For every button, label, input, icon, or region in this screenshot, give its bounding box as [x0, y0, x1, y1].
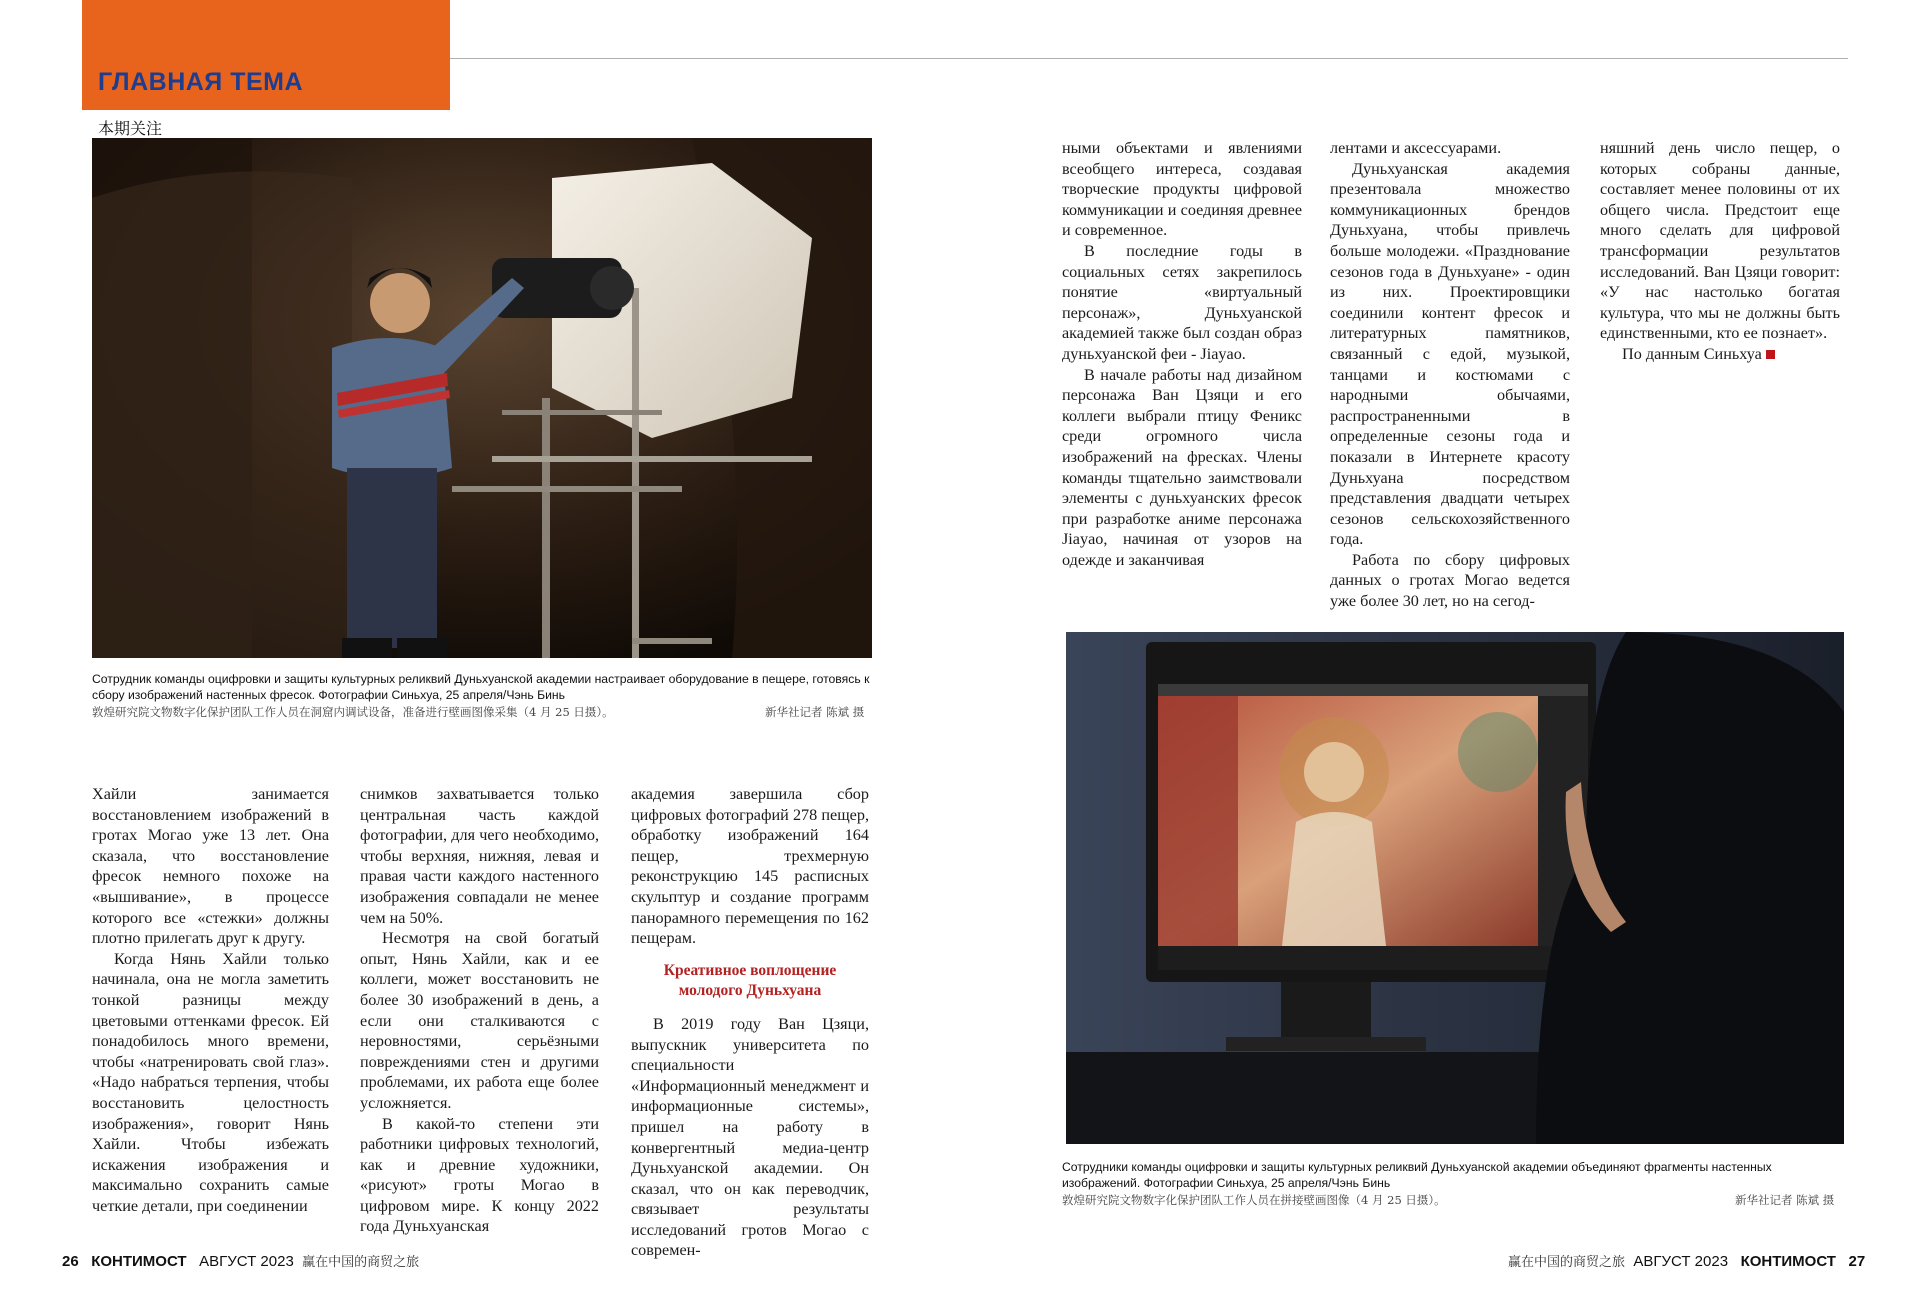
photo-monitor-illustration — [1066, 632, 1844, 1144]
paragraph: В последние годы в социальных сетях закрепилось понятие «виртуальный персонаж», Дуньхуанской академией также был создан образ дуньхуанской феи - Jiayao. — [1062, 241, 1302, 363]
section-subtitle-cn: 本期关注 — [98, 119, 163, 138]
photo-cave-equipment — [92, 138, 872, 658]
brand-right: КОНТИМОСТ — [1740, 1253, 1836, 1270]
page-number-left: 26 — [62, 1253, 79, 1270]
subheading: Креативное воплощение молодого Дуньхуана — [663, 961, 837, 1000]
signoff-text: По данным Синьхуа — [1622, 344, 1762, 363]
footer-left — [62, 1251, 419, 1270]
slogan-left: 赢在中国的商贸之旅 — [302, 1255, 420, 1270]
right-column-3 — [1600, 138, 1840, 365]
photo1-credit: 新华社记者 陈斌 摄 — [765, 705, 865, 719]
header-rule — [450, 58, 1848, 59]
paragraph: Дуньхуанская академия презентовала множество коммуникационных брендов Дуньхуана, чтобы привлечь больше молодежи. «Празднование сезонов года в Дуньхуане» - один из них. Проектировщики соединили контент фресок и литературных памятников, связанный с едой, музыкой, танцами и костюмами с народными обычаями, распространенными в определенные сезоны года и показали в Интернете красоту Дуньхуана посредством представления двадцати четырех сезонов сельскохозяйственного года. — [1330, 159, 1570, 549]
paragraph: В какой-то степени эти работники цифровых технологий, как и древние художники, «рисуют» гроты Могао в цифровом мире. К концу 2022 года Дуньхуанская — [360, 1114, 599, 1236]
slogan-right: 赢在中国的商贸之旅 — [1508, 1255, 1626, 1270]
paragraph: лентами и аксессуарами. — [1330, 139, 1502, 157]
left-column-1 — [92, 784, 329, 1216]
paragraph: В начале работы над дизайном персонажа Ван Цзяци и его коллеги выбрали птицу Феникс среди огромного числа изображений на фресках. Члены команды тщательно заимствовали элементы с дуньхуанских фресок при разработке аниме персонажа Jiayao, начиная от узоров на одежде и заканчивая — [1062, 365, 1302, 569]
paragraph: Работа по сбору цифровых данных о гротах Могао ведется уже более 30 лет, но на сегод- — [1330, 550, 1570, 611]
photo-cave-equipment-illustration — [92, 138, 872, 658]
paragraph: В 2019 году Ван Цзяци, выпускник университета по специальности «Информационный менеджмент и информационные системы», пришел на работу в конвергентный медиа-центр Дуньхуанской академии. Он сказал, что он как переводчик, связывает результаты исследований гротов Могао с современ- — [631, 1014, 869, 1260]
section-title: ГЛАВНАЯ ТЕМА — [98, 68, 304, 96]
paragraph: Несмотря на свой богатый опыт, Нянь Хайли, как и ее коллеги, может восстановить не более 30 изображений в день, а если они сталкиваются с неровностями, серьёзными повреждениями стен и другими проблемами, их работа еще более усложняется. — [360, 929, 599, 1112]
end-mark-icon — [1766, 350, 1775, 359]
brand-left: КОНТИМОСТ — [91, 1253, 187, 1270]
paragraph: снимков захватывается только центральная часть каждой фотографии, для чего необходимо, чтобы верхняя, нижняя, левая и правая части каждого настенного изображения совпадали не менее чем на 50%. — [360, 785, 599, 927]
issue-right: АВГУСТ 2023 — [1633, 1253, 1729, 1270]
paragraph: Когда Нянь Хайли только начинала, она не могла заметить тонкой разницы между цветовыми оттенками фресок. Ей понадобилось много времени, чтобы «натренировать свой глаз». «Надо набраться терпения, чтобы восстановить целостность изображения», говорит Нянь Хайли. Чтобы избежать искажения изображения и максимально сохранить самые четкие детали, при соединении — [92, 949, 329, 1215]
paragraph: няшний день число пещер, о которых собраны данные, составляет менее половины от их общего числа. Предстоит еще много сделать для цифровой трансформации результатов исследований. Ван Цзяци говорит: «У нас настолько богатая культура, что мы не должны быть единственными, кто ее познает». — [1600, 139, 1840, 343]
paragraph: Хайли занимается восстановлением изображений в гротах Могао уже 13 лет. Она сказала, что восстановление фресок немного похоже на «вышивание», в процессе которого все «стежки» должны плотно прилегать друг к другу. — [92, 785, 329, 948]
footer-right — [1508, 1251, 1865, 1270]
page-number-right: 27 — [1848, 1253, 1866, 1270]
paragraph: ными объектами и явлениями всеобщего интереса, создавая творческие продукты цифровой коммуникации и соединяя древнее и современное. — [1062, 139, 1302, 240]
right-column-1 — [1062, 138, 1302, 570]
photo2-credit: 新华社记者 陈斌 摄 — [1735, 1193, 1835, 1207]
right-column-2 — [1330, 138, 1570, 612]
left-column-2 — [360, 784, 599, 1237]
photo2-caption: Сотрудники команды оцифровки и защиты культурных реликвий Дуньхуанской академии объединяют фрагменты настенных изображений. Фотографии Синьхуа, 25 апреля/Чэнь Бинь — [1062, 1160, 1772, 1190]
photo1-caption-cn: 敦煌研究院文物数字化保护团队工作人员在洞窟内调试设备，准备进行壁画图像采集（4 月 25 日摄）。 — [92, 705, 614, 719]
photo-monitor-stitching — [1066, 632, 1844, 1144]
signoff — [1600, 344, 1840, 365]
photo2-caption-cn: 敦煌研究院文物数字化保护团队工作人员在拼接壁画图像（4 月 25 日摄）。 — [1062, 1193, 1446, 1207]
issue-left: АВГУСТ 2023 — [199, 1253, 294, 1270]
paragraph: академия завершила сбор цифровых фотографий 278 пещер, обработку изображений 164 пещер, трехмерную реконструкцию 145 расписных скульптур и создание программ панорамного перемещения по 162 пещерам. — [631, 785, 869, 948]
photo1-caption: Сотрудник команды оцифровки и защиты культурных реликвий Дуньхуанской академии настраивает оборудование в пещере, готовясь к сбору изображений настенных фресок. Фотографии Синьхуа, 25 апреля/Чэнь Бинь — [92, 672, 870, 702]
left-column-3 — [631, 784, 869, 1261]
